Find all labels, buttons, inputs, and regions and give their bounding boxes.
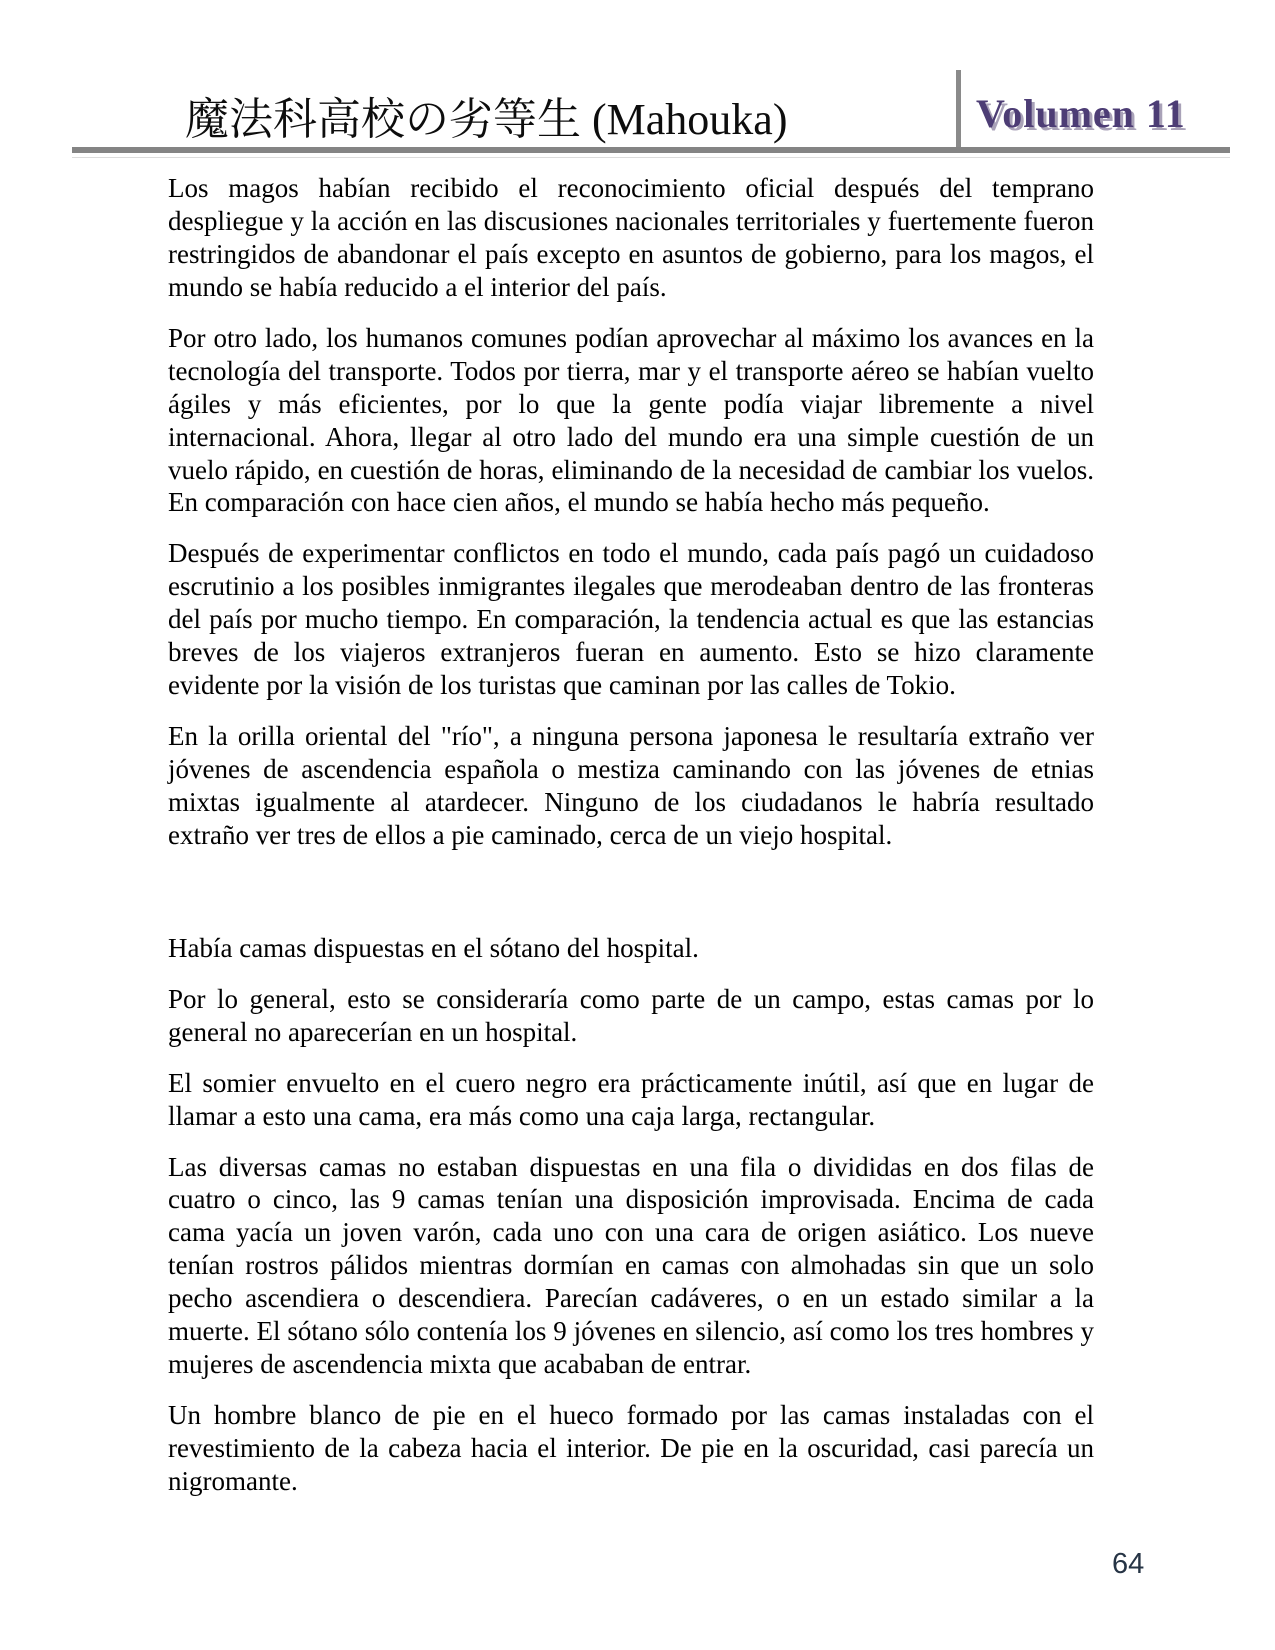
paragraph: Por otro lado, los humanos comunes podían aprovechar al máximo los avances en la tecnología del transporte. Todos por tierra, mar y el transporte aéreo se habían vuelto ágiles y más eficientes, por lo que la gente podía viajar libremente a nivel internacional. Ahora, llegar al otro lado del mundo era una simple cuestión de un vuelo rápido, en cuestión de horas, eliminando de la necesidad de cambiar los vuelos. En comparación con hace cien años, el mundo se había hecho más pequeño. xyxy=(168,322,1094,518)
paragraph: Por lo general, esto se consideraría como parte de un campo, estas camas por lo general no aparecerían en un hospital. xyxy=(168,983,1094,1047)
document-title: 魔法科高校の劣等生 (Mahouka) xyxy=(185,95,788,144)
paragraph: Un hombre blanco de pie en el hueco formado por las camas instaladas con el revestimiento de la cabeza hacia el interior. De pie en la oscuridad, casi parecía un nigromante. xyxy=(168,1400,1094,1496)
paragraph: En la orilla oriental del "río", a ninguna persona japonesa le resultaría extraño ver jóvenes de ascendencia española o mestiza caminando con las jóvenes de etnias mixtas igualmente al atardecer. Ninguno de los ciudadanos le habría resultado extraño ver tres de ellos a pie caminado, cerca de un viejo hospital. xyxy=(168,721,1094,850)
paragraph: Después de experimentar conflictos en todo el mundo, cada país pagó un cuidadoso escrutinio a los posibles inmigrantes ilegales que merodeaban dentro de las fronteras del país por mucho tiempo. En comparación, la tendencia actual es que las estancias breves de los viajeros extranjeros fueran en aumento. Esto se hizo claramente evidente por la visión de los turistas que caminan por las calles de Tokio. xyxy=(168,538,1094,701)
document-body xyxy=(168,172,1094,1516)
page-header xyxy=(72,60,1230,148)
paragraph: El somier envuelto en el cuero negro era prácticamente inútil, así que en lugar de llamar a esto una cama, era más como una caja larga, rectangular. xyxy=(168,1067,1094,1131)
page-number: 64 xyxy=(1112,1548,1145,1580)
paragraph: Los magos habían recibido el reconocimiento oficial después del temprano despliegue y la acción en las discusiones nacionales territoriales y fuertemente fueron restringidos de abandonar el país excepto en asuntos de gobierno, para los magos, el mundo se había reducido a el interior del país. xyxy=(168,173,1094,302)
paragraph: Había camas dispuestas en el sótano del hospital. xyxy=(168,932,699,963)
paragraph: Las diversas camas no estaban dispuestas en una fila o divididas en dos filas de cuatro o cinco, las 9 camas tenían una disposición improvisada. Encima de cada cama yacía un joven varón, cada uno con una cara de origen asiático. Los nueve tenían rostros pálidos mientras dormían en camas con almohadas sin que un solo pecho ascendiera o descendiera. Parecían cadáveres, o en un estado similar a la muerte. El sótano sólo contenía los 9 jóvenes en silencio, así como los tres hombres y mujeres de ascendencia mixta que acababan de entrar. xyxy=(168,1151,1094,1380)
header-rule xyxy=(72,147,1230,153)
header-divider xyxy=(956,70,961,150)
volume-label: Volumen 11 xyxy=(976,91,1186,136)
